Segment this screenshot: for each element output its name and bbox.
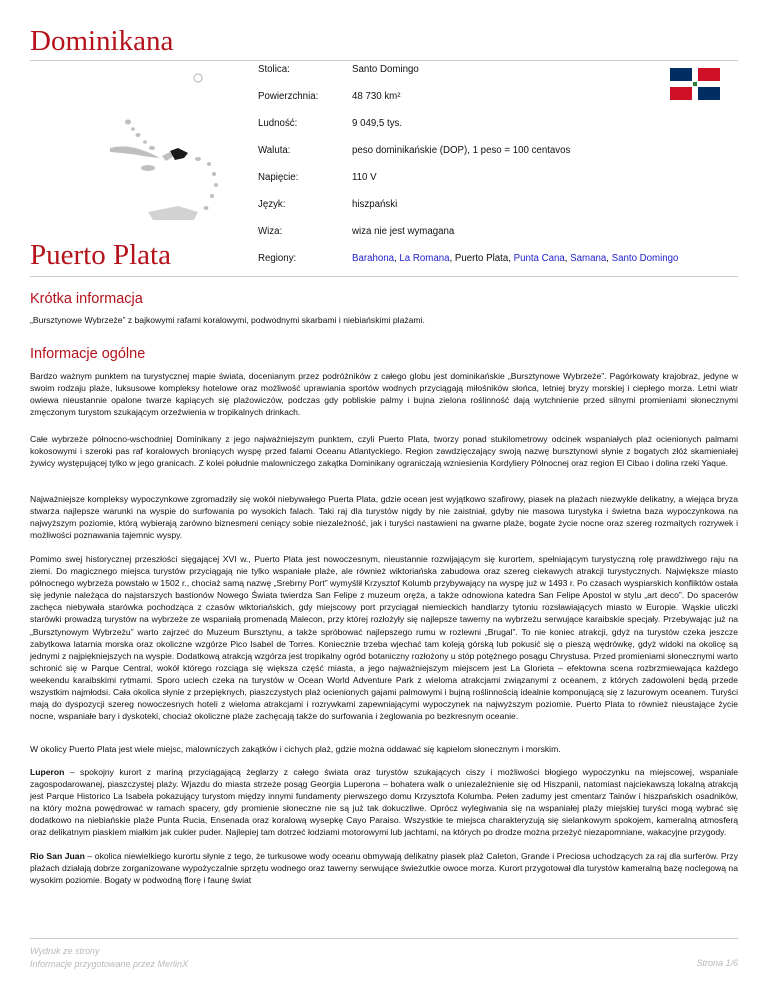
general-info-paragraph-4: Pomimo swej historycznej przeszłości sięgającej XVI w., Puerto Plata jest nowoczesnym, nieustannie rozwijającym się kurortem, spełniającym turystyczną rolę prawdziwego raju na ziemi. Do magicznego miejsca turystów przyciągają nie tylko wspaniałe plaże, ale również wiktoriańska zabudowa oraz szereg ciekawych atrakcji turystycznych. Największe miasto północnego wybrzeża powstało w 1502 r., chociaż samą nazwę „Srebrny Port” wymyślił Krzysztof Kolumb przybywający na wyspę już w 1493 r. Po czasach wyspiarskich konfliktów ostała się jedynie należąca do najstarszych bastionów Nowego Świata twierdza San Felipe z muzeum oręża, a także odnowiona katedra San Felipe Apostol w stylu „art deco”. Do spacerów zachęca niebywała starówka pochodząca z czasów wiktoriańskich, gdy miejscowy port przyciągał niemieckich handlarzy tytoniu rozsławiających miasto w Europie. Wąskie uliczki starówki prowadzą turystów na wybrzeże ze wspaniałą promenadą Malecon, przy której rozłożyły się najlepsze tawerny na wybrzeżu serwujące karaibskie specjały. Przebywając już na „Bursztynowym Wybrzeżu” warto zajrzeć do Muzeum Bursztynu, a także spróbować najlepszego rumu w rozlewni „Brugal”. To nie koniec atrakcji, gdyż na turystów czeka jeszcze zabytkowa latarnia morska oraz okoliczne wzgórze Pico Isabel de Torres. Koniecznie trzeba wjechać tam koleją górską lub pokusić się o pieszą wędrówkę, gdyż widoki na okolicę są jednymi z najpiękniejszych na wyspie. Dodatkową atrakcją wzgórza jest tropikalny ogród botaniczny rozłożony u stóp potężnego posągu Chrystusa. Przed promieniami słonecznymi warto schronić się w Parque Central, wokół którego rozciąga się większa część miasta, a jego najważniejszym miejscem jest La Glorieta – efektowna scena rozbrzmiewająca każdego weekendu karaibskimi rytmami. Sporo uciech czeka na turystów w Ocean World Adventure Park z wieloma atrakcjami związanymi z oceanem, z których zadowoleni będą przede wszystkim najmłodsi. Cała okolica słynie z przepięknych, piaszczystych plaż ocienionych gajami palmowymi i bujną roślinnością idealnie komponującą się z lazurowym oceanem. Turyści mają do dyspozycji szereg nowoczesnych hoteli z wieloma atrakcjami i rozrywkami zapewniającymi wypoczynek na najwyższym poziomie. Puerto Plata to również nieustające życie nocne, wspaniałe bary i dyskoteki, chociaż okoliczne plaże zachęcają także do surfowania i żeglowania po bezkresnym oceanie. bbox=[30, 554, 738, 722]
region-current-puerto-plata: Puerto Plata bbox=[454, 253, 509, 264]
fact-row-currency bbox=[258, 145, 728, 172]
region-link-la-romana[interactable]: La Romana bbox=[399, 253, 450, 264]
city-title: Puerto Plata bbox=[30, 239, 171, 271]
footer-line-2: Informacje przygotowane przez MerlinX bbox=[30, 959, 189, 969]
fact-value: hiszpański bbox=[352, 199, 398, 210]
short-info-text: „Bursztynowe Wybrzeże” z bajkowymi rafami koralowymi, podwodnymi skarbami i niebiańskimi plażami. bbox=[30, 315, 425, 325]
fact-key: Stolica: bbox=[258, 64, 290, 75]
region-link-santo-domingo[interactable]: Santo Domingo bbox=[611, 253, 679, 264]
short-info-heading: Krótka informacja bbox=[30, 291, 143, 307]
luperon-paragraph: Luperon – spokojny kurort z mariną przyciągającą żeglarzy z całego świata oraz turystów szukających ciszy i możliwości błogiego wypoczynku na miejscowej, wspaniale zagospodarowanej, piaszczystej plaży. Wjazdu do miasta strzeże posąg Georgia Luperona – bohatera walk o uniezależnienie się od Hiszpanii, natomiast najciekawszą lokalną atrakcją jest Parque Historico La Isabela pokazujący turystom między innymi fundamenty pierwszego domu Krzysztofa Kolumba. Pełen zadumy jest cmentarz Tainów i hiszpańskich osadników, na który można powędrować w ramach spacery, gdy promienie słoneczne nie są już tak dokuczliwe. Oprócz wylegiwania się na wspaniałej plaży miejskiej turyści mogą wybrać się dodatkowo na niebiańskie plaże Punta Rucia, Ensenada oraz koralową wysepkę Cayo Paraiso. Wszystkie te miejsca charakteryzują się sielankowym spokojem, kameralną atmosferą oraz delikatnym piaskiem miałkim jak cukier puder. Najlepiej tam dotrzeć łodziami motorowymi lub jachtami, na których po drodze można przeżyć niezapomniane, wakacyjne przygody. bbox=[30, 767, 738, 838]
general-info-paragraph-3: Najważniejsze kompleksy wypoczynkowe zgromadziły się wokół niebywałego Puerta Plata, gdzie ocean jest wyjątkowo szafirowy, piasek na plażach niezwykle delikatny, a wiejąca bryza stwarza najlepsze warunki na wyspie do surfowania po wysokich falach. Taki raj dla turystów nigdy by nie zaistniał, gdyby nie masowa turystyka i świetna baza wypoczynkowa na najwyższym poziomie, którą wybierają zarówno biznesmeni ceniący sobie niezależność, jak i turyści nastawieni na gwarne plaże, bogate życie nocne oraz szereg rozmaitych rozrywek i możliwości poznawania tajemnic wyspy. bbox=[30, 494, 738, 541]
fact-value: 48 730 km² bbox=[352, 91, 401, 102]
fact-key: Regiony: bbox=[258, 253, 297, 264]
page-number: Strona 1/6 bbox=[696, 958, 738, 968]
country-title: Dominikana bbox=[30, 25, 174, 57]
country-facts-table bbox=[258, 64, 728, 280]
fact-value: 110 V bbox=[352, 172, 377, 183]
rio-san-juan-name: Rio San Juan bbox=[30, 851, 85, 861]
title-divider bbox=[30, 60, 738, 61]
region-link-samana[interactable]: Samana bbox=[570, 253, 607, 264]
fact-row-capital bbox=[258, 64, 728, 91]
footer-line-1: Wydruk ze strony bbox=[30, 946, 100, 956]
caribbean-map-image bbox=[108, 62, 226, 222]
fact-row-voltage bbox=[258, 172, 728, 199]
city-title-divider bbox=[30, 276, 738, 277]
rio-san-juan-paragraph: Rio San Juan – okolica niewielkiego kurortu słynie z tego, że turkusowe wody oceanu obmywają delikatny piasek plaż Caleton, Grande i Preciosa uchodzących za raj dla surferów. Przy plażach działają dobrze zorganizowane wypożyczalnie sprzętu wodnego oraz tawerny serwujące świeżutkie owoce morza. Kurort przygotował dla turystów kameralną bazę noclegową na wysokim poziomie. Bogaty w podwodną florę i faunę świat bbox=[30, 851, 739, 886]
region-link-punta-cana[interactable]: Punta Cana bbox=[513, 253, 565, 264]
fact-key: Powierzchnia: bbox=[258, 91, 319, 102]
fact-value: 9 049,5 tys. bbox=[352, 118, 403, 129]
footer-divider bbox=[30, 938, 738, 939]
fact-row-visa bbox=[258, 226, 728, 253]
fact-key: Ludność: bbox=[258, 118, 298, 129]
general-info-paragraph-1: Bardzo ważnym punktem na turystycznej mapie świata, docenianym przez podróżników z całego globu jest dominikańskie „Bursztynowe Wybrzeże”. Pagórkowaty krajobraz, jedyne w swoim rodzaju plaże, luksusowe kompleksy hotelowe oraz możliwość uprawiania sportów wodnych przyciągają miłośników słońca, letniej bryzy morskiej i ciepłego morza. Letni wiatr owiewa nieustannie opalone twarze kąpiących się plażowiczów, podczas gdy pobliskie palmy i bujna zielona roślinność dają wytchnienie przed silnymi promieniami słonecznymi zmęczonym turystom szukającym orzeźwienia w tropikalnych drinkach. bbox=[30, 371, 738, 418]
general-info-paragraph-2: Całe wybrzeże północno-wschodniej Dominikany z jego najważniejszym punktem, czyli Puerto Plata, tworzy ponad stukilometrowy odcinek wspaniałych plaż ocienionych palmami kokosowymi i szeroki pas raf koralowych broniących wyspę przed falami Oceanu Atlantyckiego. Region zawdzięczający swoją nazwę bursztynowi słynie z bogatych złóż skamieniałej żywicy występującej tylko w jego granicach. Z kolei południe malowniczego zakątka Dominikany ograniczają wzniesienia Kordyliery Północnej oraz region El Cibao i dolina rzeki Yaque. bbox=[30, 434, 738, 469]
fact-value: Santo Domingo bbox=[352, 64, 419, 75]
luperon-name: Luperon bbox=[30, 767, 65, 777]
fact-row-population bbox=[258, 118, 728, 145]
fact-key: Wiza: bbox=[258, 226, 283, 237]
fact-row-language bbox=[258, 199, 728, 226]
dominican-flag-icon bbox=[670, 68, 720, 100]
general-info-paragraph-5: W okolicy Puerto Plata jest wiele miejsc, malowniczych zakątków i cichych plaż, gdzie można oddawać się kąpielom słonecznym i morskim. bbox=[30, 744, 561, 754]
fact-key: Język: bbox=[258, 199, 286, 210]
fact-row-area bbox=[258, 91, 728, 118]
footer-source bbox=[30, 945, 188, 971]
fact-key: Napięcie: bbox=[258, 172, 299, 183]
fact-value: peso dominikańskie (DOP), 1 peso = 100 centavos bbox=[352, 145, 571, 156]
regions-list: Barahona, La Romana, Puerto Plata, Punta Cana, Samana, Santo Domingo bbox=[352, 253, 679, 264]
fact-key: Waluta: bbox=[258, 145, 291, 156]
fact-value: wiza nie jest wymagana bbox=[352, 226, 455, 237]
general-info-heading: Informacje ogólne bbox=[30, 346, 146, 362]
region-link-barahona[interactable]: Barahona bbox=[352, 253, 395, 264]
